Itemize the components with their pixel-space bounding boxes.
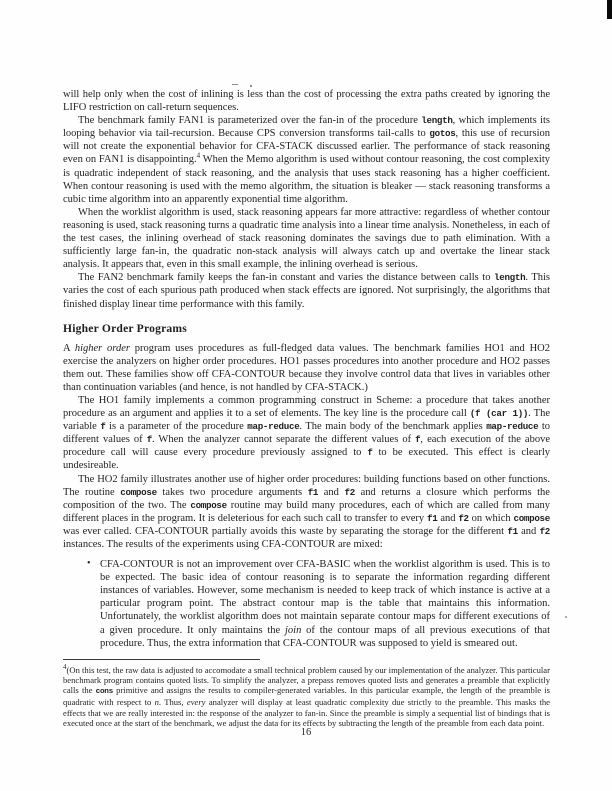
- body-text: to be executed. This effect is clearly undesireable.: [63, 447, 550, 472]
- body-text: A: [63, 342, 75, 354]
- code-text: f1: [307, 486, 319, 498]
- bullet-item: [63, 558, 550, 650]
- paragraph: [63, 114, 550, 206]
- body-text: (On this test, the raw data is adjusted to accomodate a small technical problem caused by our implementation of the analyzer. This particular benchmark program contains quoted lists. To simplify the analyzer, a prepass removes quoted lists and generates a preamble that explicitly calls the: [63, 664, 550, 696]
- italic-text: higher order: [74, 342, 130, 354]
- body-text: on which: [468, 512, 514, 524]
- scan-artifact-speck: [565, 616, 567, 618]
- body-text: When the Memo algorithm is used without contour reasoning, the cost complexity is quadratic independent of stack reasoning, and the analysis that uses stack reasoning has a higher coefficient. When contour reasoning is used with the memo algorithm, the situation is bleaker — stack reasoning transforms a cubic time algorithm into an apparently exponential time algorithm.: [63, 154, 550, 205]
- body-text: and: [318, 486, 345, 498]
- code-text: cons: [95, 688, 113, 697]
- body-text: The HO1 family implements a common programming construct in Scheme: a procedure that takes another procedure as an argument and applies it to a set of elements. The key line is the procedure call: [63, 394, 550, 420]
- body-text: The HO2 family illustrates another use of higher order procedures: building functions based on other functions. The routine: [63, 473, 550, 498]
- scan-artifact-corner-mark: [607, 0, 612, 19]
- body-text: . This varies the cost of each spurious path produced when stack effects are ignored. Not surprisingly, the algorithms that finished display linear time performance with this family.: [63, 272, 550, 310]
- body-text: When the worklist algorithm is used, stack reasoning appears far more attractive: regardless of whether contour reasoning is used, stack reasoning turns a quadratic time analysis into a linear time analysis. Nonetheless, in each of the test cases, the inlining overhead of stack reasoning dominates the savings due to path elimination. With a sufficiently large fan-in, the quadratic non-stack analysis will always catch up and overtake the linear stack analysis. It appears that, even in this small example, the inlining overhead is serious.: [63, 206, 550, 271]
- code-text: (f (car 1)): [469, 408, 529, 420]
- code-text: map-reduce: [247, 421, 300, 433]
- paragraph: [63, 271, 550, 310]
- footnote-marker: 4: [196, 151, 201, 160]
- code-text: compose: [120, 486, 157, 498]
- scan-artifact-speck: [250, 85, 252, 87]
- body-text: and returns a closure which performs the composition of the two. The: [63, 486, 550, 511]
- body-text: to different values of: [63, 421, 551, 446]
- body-text: The FAN2 benchmark family keeps the fan-in constant and varies the distance between calls to: [78, 272, 495, 284]
- body-text: and: [437, 512, 459, 524]
- code-text: map-reduce: [486, 421, 539, 433]
- body-text: of the contour maps of all previous executions of that procedure. Thus, the extra information that CFA-CONTOUR was supposed to yield is smeared out.: [100, 624, 551, 649]
- code-text: compose: [513, 512, 550, 524]
- body-text: CFA-CONTOUR is not an improvement over CFA-BASIC when the worklist algorithm is used. This is to be expected. The basic idea of contour reasoning is to separate the information regarding different instances of variables. However, some mechanism is needed to keep track of which instance is active at a particular program point. The abstract contour map is the table that maintains this information. Unfortunately, the worklist algorithm does not maintain separate contour maps for different executions of a given procedure. It only maintains the: [100, 559, 550, 636]
- body-text: analyzer will display at least quadratic complexity due strictly to the preamble. This masks the effects that we are really interested in: the response of the analyzer to fan-in. Since the preamble is simply a sequential list of bindings that is executed once at the start of the benchmark, we adjust the data for its effects by subtracting the length of the preamble from each data point.: [63, 697, 550, 728]
- code-text: length: [421, 115, 453, 127]
- body-text: . The variable: [63, 408, 550, 433]
- body-text: program uses procedures as full-fledged data values. The benchmark families HO1 and HO2 exercise the analyzers on higher order procedures. HO1 passes procedures into another procedure and HO2 passes them out. These families show off CFA-CONTOUR because they involve control data that lives in variables other than continuation variables (and hence, is not handled by CFA-STACK.): [63, 342, 550, 393]
- body-text: instances. The results of the experiments using CFA-CONTOUR are mixed:: [63, 539, 383, 550]
- body-text: , each execution of the above procedure call will cause every procedure previously assigned to: [63, 434, 551, 459]
- code-text: f: [415, 434, 421, 446]
- code-text: f2: [539, 525, 550, 537]
- code-text: length: [494, 272, 526, 284]
- body-text: The benchmark family FAN1 is parameterized over the fan-in of the procedure: [78, 115, 422, 127]
- body-text: . The main body of the benchmark applies: [299, 421, 487, 433]
- italic-text: join: [284, 624, 302, 636]
- page-number: 16: [300, 727, 312, 738]
- body-text: , which implements its looping behavior via tail-recursion. Because CPS conversion transforms tail-calls to: [63, 115, 550, 140]
- paragraph: [63, 394, 550, 473]
- italic-text: every: [186, 697, 206, 708]
- code-text: f2: [344, 486, 355, 498]
- code-text: f: [100, 421, 106, 433]
- body-text: routine may build many procedures, each of which are called from many different places in the program. It is deleterious for each such call to transfer to every: [63, 499, 550, 524]
- bullet-icon: •: [87, 558, 91, 570]
- paragraph: [63, 473, 550, 552]
- paragraph: [63, 342, 550, 394]
- body-text: is a parameter of the procedure: [105, 421, 248, 433]
- text-column: [63, 88, 550, 737]
- body-text: , this use of recursion will not create the exponential behavior for CFA-STACK discussed earlier. The performance of stack reasoning even on FAN1 is disappointing.: [63, 128, 550, 166]
- paragraph: [63, 206, 550, 271]
- code-text: f: [367, 447, 373, 459]
- italic-text: n: [154, 697, 159, 708]
- body-text: and: [517, 525, 540, 537]
- body-text: was ever called. CFA-CONTOUR partially avoids this waste by separating the storage for the different: [63, 525, 508, 537]
- body-text: takes two procedure arguments: [156, 486, 308, 498]
- code-text: f1: [427, 512, 438, 524]
- scan-artifact-speck: [232, 84, 238, 85]
- section-heading: Higher Order Programs: [63, 321, 187, 335]
- body-text: will help only when the cost of inlining is less than the cost of processing the extra paths created by ignoring the LIFO restriction on call-return sequences.: [63, 89, 550, 114]
- code-text: compose: [190, 499, 227, 511]
- body-text: primitive and assigns the results to compiler-generated variables. In this particular example, the length of the preamble is quadratic with respect to: [63, 685, 550, 708]
- code-text: f1: [507, 525, 518, 537]
- code-text: f: [146, 434, 152, 446]
- body-text: . When the analyzer cannot separate the different values of: [151, 434, 416, 446]
- footnote-marker: 4: [63, 662, 67, 671]
- code-text: f2: [458, 512, 469, 524]
- paragraph: [63, 88, 550, 114]
- footnote: [63, 659, 550, 728]
- body-text: . Thus,: [158, 697, 187, 708]
- code-text: gotos: [429, 128, 456, 140]
- bullet-text: [100, 559, 550, 649]
